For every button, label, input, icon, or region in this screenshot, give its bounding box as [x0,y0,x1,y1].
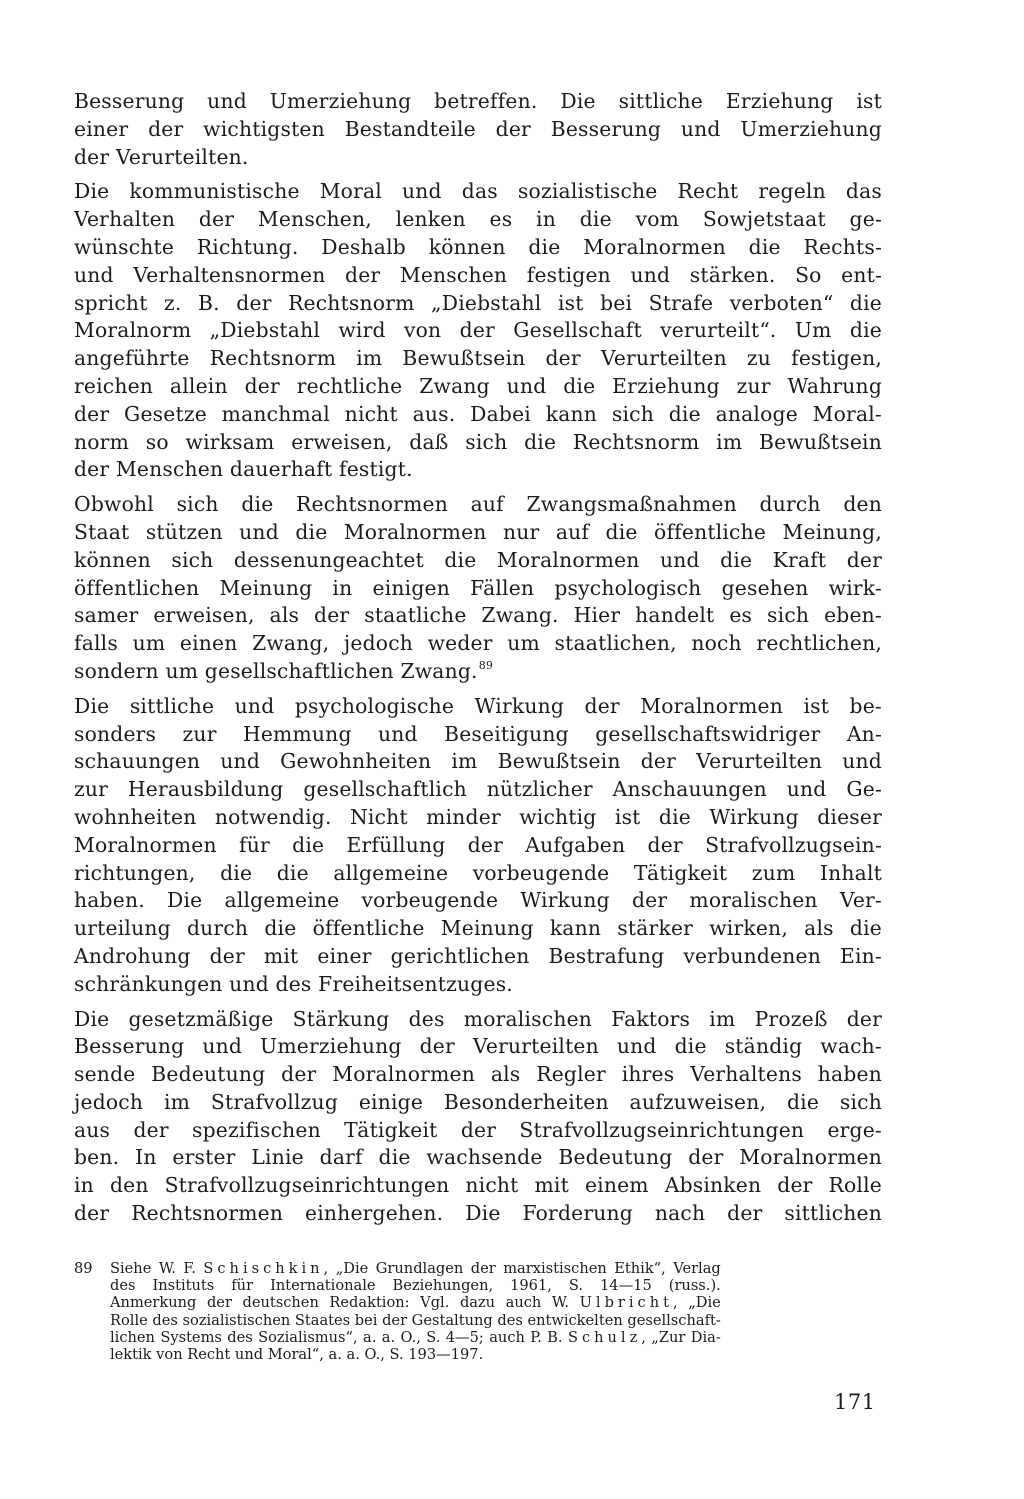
author-name: Ulbricht [579,1294,673,1312]
footnote-text-run: lichen Systems des Sozialismus“, a. a. O., S. 4—5; auch P. B. [110,1328,568,1346]
text-line: spricht z. B. der Rechtsnorm „Diebstahl ist bei Strafe verboten“ die [74,290,882,315]
text-line: falls um einen Zwang, jedoch weder um staatlichen, noch rechtlichen, [74,631,882,656]
text-line: samer erweisen, als der staatliche Zwang. Hier handelt es sich eben- [74,603,882,628]
text-line: schränkungen und des Freiheitsentzuges. [74,971,513,996]
footnote-text-run: , „Zur Dia- [641,1328,721,1346]
footnote-text-run: , „Die [673,1294,721,1312]
text-line: und Verhaltensnormen der Menschen festigen und stärken. So ent- [74,262,882,287]
text-line: wohnheiten notwendig. Nicht minder wichtig ist die Wirkung dieser [74,804,882,829]
text-line: wünschte Richtung. Deshalb können die Moralnormen die Rechts- [74,234,882,259]
text-line: Moralnormen für die Erfüllung der Aufgaben der Strafvollzugsein- [74,832,882,857]
text-line: jedoch im Strafvollzug einige Besonderheiten aufzuweisen, die sich [74,1089,882,1114]
text-line: aus der spezifischen Tätigkeit der Strafvollzugseinrichtungen erge- [74,1117,882,1142]
text-line: Die kommunistische Moral und das sozialistische Recht regeln das [74,179,882,204]
text-line: sonders zur Hemmung und Beseitigung gesellschaftswidriger An- [74,721,882,746]
footnote-line [110,1329,721,1346]
page-body [74,88,882,1235]
text-line: Besserung und Umerziehung betreffen. Die sittliche Erziehung ist [74,89,882,113]
text-line: schauungen und Gewohnheiten im Bewußtsein der Verurteilten und [74,749,882,774]
text-line: einer der wichtigsten Bestandteile der Besserung und Umerziehung [74,116,882,141]
paragraph [74,693,882,999]
text-line: Obwohl sich die Rechtsnormen auf Zwangsmaßnahmen durch den [74,492,882,517]
text-line: Besserung und Umerziehung der Verurteilten und die ständig wach- [74,1034,882,1059]
text-line: der Menschen dauerhaft festigt. [74,457,413,482]
text-line: richtungen, die die allgemeine vorbeugende Tätigkeit zum Inhalt [74,860,882,885]
footnote-line [110,1294,721,1311]
text-line: sende Bedeutung der Moralnormen als Regler ihres Verhaltens haben [74,1062,882,1087]
text-line: Moralnorm „Diebstahl wird von der Gesellschaft verurteilt“. Um die [74,318,882,343]
text-line: norm so wirksam erweisen, daß sich die Rechtsnorm im Bewußtsein [74,429,882,454]
footnote-text-run: , „Die Grundlagen der marxistischen Ethik“, Verlag [323,1260,721,1277]
footnote-text-run: des Instituts für Internationale Beziehungen, 1961, S. 14—15 (russ.). [110,1277,721,1295]
text-line: zur Herausbildung gesellschaftlich nützlicher Anschauungen und Ge- [74,777,882,802]
footnote-text-run: Rolle des sozialistischen Staates bei der Gestaltung des entwickelten gesellschaft- [110,1311,721,1329]
text-line: reichen allein der rechtliche Zwang und die Erziehung zur Wahrung [74,373,882,398]
text-line: Die sittliche und psychologische Wirkung der Moralnormen ist be- [74,693,882,718]
footnote-89 [74,1260,882,1363]
text-line: der Rechtsnormen einhergehen. Die Forderung nach der sittlichen [74,1201,882,1226]
paragraph [74,88,882,171]
text-line: Staat stützen und die Moralnormen nur auf die öffentliche Meinung, [74,519,882,544]
footnote-text-run: Siehe W. F. [110,1260,204,1277]
footnote-line [110,1260,721,1277]
text-line: der Gesetze manchmal nicht aus. Dabei kann sich die analoge Moral- [74,401,882,426]
footnote-number: 89 [74,1260,93,1277]
text-line: angeführte Rechtsnorm im Bewußtsein der Verurteilten zu festigen, [74,346,882,371]
paragraph [74,491,882,686]
text-line: Verhalten der Menschen, lenken es in die vom Sowjetstaat ge- [74,207,882,232]
text-line: können sich dessenungeachtet die Moralnormen und die Kraft der [74,547,882,572]
text-line: haben. Die allgemeine vorbeugende Wirkung der moralischen Ver- [74,888,882,913]
text-line: urteilung durch die öffentliche Meinung kann stärker wirken, als die [74,916,882,941]
footnote-reference: 89 [478,658,494,672]
footnote-line [110,1277,721,1294]
text-line: in den Strafvollzugseinrichtungen nicht mit einem Absinken der Rolle [74,1173,882,1198]
text-line: sondern um gesellschaftlichen Zwang.$^{89}$ [74,658,494,683]
author-name: Schulz [567,1328,642,1346]
footnote-text [110,1260,721,1363]
footnotes [74,1260,882,1363]
text-line: ben. In erster Linie darf die wachsende Bedeutung der Moralnormen [74,1145,882,1170]
text-line: Androhung der mit einer gerichtlichen Bestrafung verbundenen Ein- [74,943,882,968]
footnote-text-run: lektik von Recht und Moral“, a. a. O., S. 193—197. [110,1346,484,1364]
footnote-line [110,1346,721,1363]
text-line: öffentlichen Meinung in einigen Fällen psychologisch gesehen wirk- [74,575,882,600]
paragraph [74,1006,882,1228]
page-number: 171 [834,1390,876,1414]
footnote-text-run: Anmerkung der deutschen Redaktion: Vgl. dazu auch W. [110,1294,580,1312]
footnote-line [110,1312,721,1329]
paragraph [74,178,882,484]
text-line: Die gesetzmäßige Stärkung des moralischen Faktors im Prozeß der [74,1006,882,1031]
author-name: Schischkin [203,1260,324,1277]
text-line: der Verurteilten. [74,144,249,169]
